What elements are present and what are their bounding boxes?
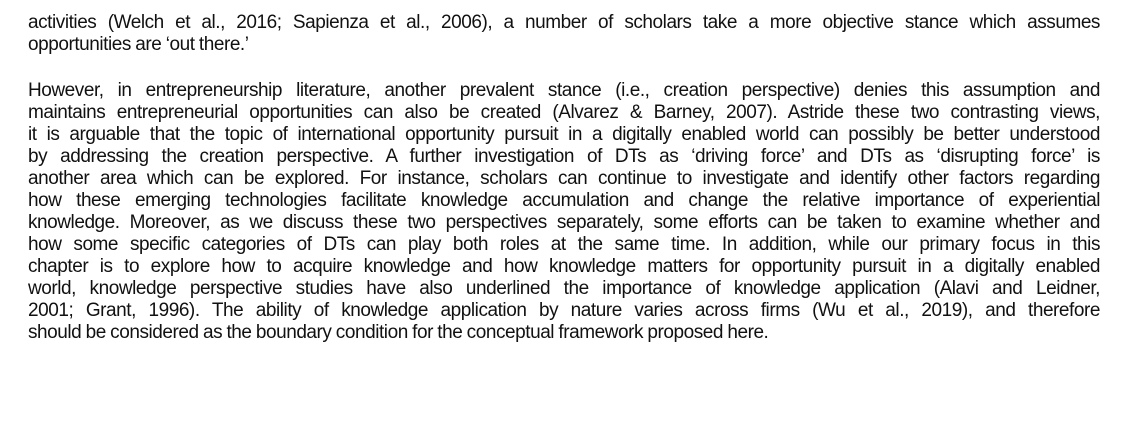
text-line: world, knowledge perspective studies have also underlined the importance of knowledge application (Alavi and Leidner, (28, 278, 1100, 299)
text-line: knowledge. Moreover, as we discuss these two perspectives separately, some efforts can be taken to examine whether and (28, 212, 1100, 233)
text-line: activities (Welch et al., 2016; Sapienza et al., 2006), a number of scholars take a more objective stance which assumes (28, 12, 1100, 33)
text-line: 2001; Grant, 1996). The ability of knowledge application by nature varies across firms (Wu et al., 2019), and therefore (28, 300, 1100, 321)
text-line: maintains entrepreneurial opportunities can also be created (Alvarez & Barney, 2007). Astride these two contrasting views, (28, 102, 1100, 123)
text-line: However, in entrepreneurship literature, another prevalent stance (i.e., creation perspective) denies this assumption and (28, 80, 1100, 101)
text-line: should be considered as the boundary condition for the conceptual framework proposed here. (28, 322, 769, 343)
text-line: opportunities are ‘out there.’ (28, 34, 249, 55)
text-line: another area which can be explored. For instance, scholars can continue to investigate and identify other factors regarding (28, 168, 1100, 189)
paragraph-1 (28, 12, 1100, 56)
text-line: by addressing the creation perspective. A further investigation of DTs as ‘driving force’ and DTs as ‘disrupting force’ is (28, 146, 1100, 167)
document-page (28, 12, 1100, 344)
paragraph-2 (28, 80, 1100, 344)
text-line: how some specific categories of DTs can play both roles at the same time. In addition, while our primary focus in this (28, 234, 1100, 255)
text-line: how these emerging technologies facilitate knowledge accumulation and change the relative importance of experiential (28, 190, 1100, 211)
text-line: it is arguable that the topic of international opportunity pursuit in a digitally enabled world can possibly be better understood (28, 124, 1100, 145)
text-line: chapter is to explore how to acquire knowledge and how knowledge matters for opportunity pursuit in a digitally enabled (28, 256, 1100, 277)
